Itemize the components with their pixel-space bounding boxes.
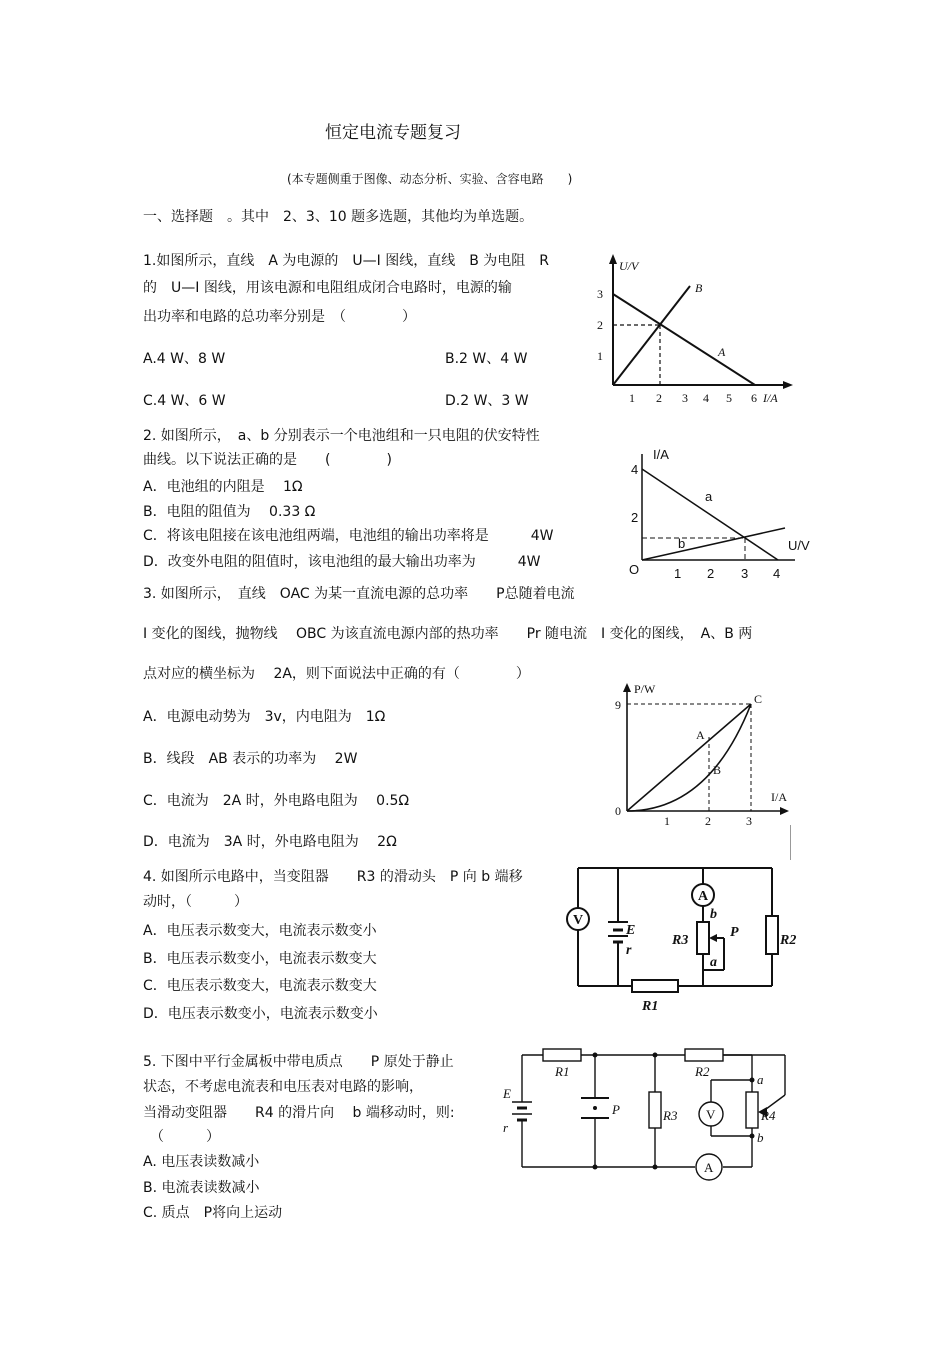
q2-ytick: 2: [631, 510, 639, 525]
q4-text-line2: 动时，（ ）: [143, 894, 248, 910]
q1-ylabel: U/V: [619, 259, 639, 273]
q4-text-line1: 4. 如图所示电路中，当变阻器 R3 的滑动头 P 向 b 端移: [143, 869, 523, 885]
q1-line-b-label: B: [695, 281, 703, 295]
q2-xtick: 4: [773, 566, 781, 581]
q4-ammeter-label: A: [698, 889, 709, 904]
q5-r3-label: R3: [663, 1108, 678, 1123]
q2-line-a-label: a: [705, 489, 713, 504]
q2-ylabel: I/A: [653, 447, 669, 462]
q1-xtick: 4: [703, 391, 709, 405]
q2-option-b: B．电阻的阻值为 0.33 Ω: [143, 504, 316, 520]
q3-pi-graph: [605, 675, 810, 860]
q3-xtick: 1: [664, 814, 670, 828]
q4-b-label: b: [710, 907, 717, 922]
q4-option-a: A．电压表示数变大，电流表示数变小: [143, 923, 377, 939]
q1-line-a-label: A: [718, 345, 726, 359]
q4-option-c: C．电压表示数变大，电流表示数变大: [143, 978, 377, 994]
q4-option-b: B．电压表示数变小，电流表示数变大: [143, 951, 377, 967]
q4-emf-label: E: [626, 923, 636, 938]
q3-ytick: 9: [615, 698, 621, 712]
q5-text-line2: 状态，不考虑电流表和电压表对电路的影响，: [143, 1079, 423, 1095]
q2-origin: O: [629, 562, 640, 577]
q4-r1-label: R1: [642, 999, 659, 1014]
q1-text-line3: 出功率和电路的总功率分别是 （ ）: [143, 309, 416, 325]
q3-xtick: 3: [746, 814, 752, 828]
q1-ytick: 1: [597, 349, 603, 363]
q4-option-d: D．电压表示数变小，电流表示数变小: [143, 1006, 378, 1022]
q5-emf-label: E: [503, 1086, 511, 1101]
q4-a-label: a: [710, 955, 717, 970]
q5-r2-label: R2: [695, 1064, 710, 1079]
q5-internal-r-label: r: [503, 1120, 509, 1135]
q2-ytick: 4: [631, 462, 639, 477]
q1-option-b: B.2 W、4 W: [445, 351, 528, 367]
q3-text-line1: 3. 如图所示， 直线 OAC 为某一直流电源的总功率 P总随着电流: [143, 586, 575, 602]
q2-text-line1: 2. 如图所示， a、b 分别表示一个电池组和一只电阻的伏安特性: [143, 428, 540, 444]
q3-option-b: B．线段 AB 表示的功率为 2W: [143, 751, 358, 767]
page-subtitle: (本专题侧重于图像、动态分析、实验、含容电路 ): [287, 172, 573, 186]
q5-particle-label: P: [612, 1102, 620, 1117]
q4-r3-label: R3: [672, 933, 689, 948]
q3-option-c: C．电流为 2A 时，外电路电阻为 0.5Ω: [143, 793, 410, 809]
q3-option-a: A．电源电动势为 3v，内电阻为 1Ω: [143, 709, 386, 725]
q5-circuit-diagram: [495, 1040, 805, 1190]
q3-point-a: A: [696, 728, 705, 742]
q5-text-line4: （ ）: [150, 1129, 220, 1145]
q3-text-line2: I 变化的图线，抛物线 OBC 为该直流电源内部的热功率 Pr 随电流 I 变化的图线， A、B 两: [143, 626, 753, 642]
q1-ui-graph: [585, 250, 800, 410]
q1-xtick: 6: [751, 391, 757, 405]
section-heading: 一、选择题 。其中 2、3、10 题多选题，其他均为单选题。: [143, 209, 534, 225]
q4-r2-label: R2: [780, 933, 797, 948]
page-title: 恒定电流专题复习: [325, 123, 461, 143]
q5-text-line3: 当滑动变阻器 R4 的滑片向 b 端移动时，则:: [143, 1105, 455, 1121]
q5-r4-label: R4: [761, 1108, 776, 1123]
q1-xtick: 3: [682, 391, 688, 405]
q2-iu-graph: [620, 442, 825, 582]
q1-xtick: 1: [629, 391, 635, 405]
q3-xlabel: I/A: [771, 790, 787, 804]
q1-xlabel: I/A: [763, 391, 778, 405]
q4-circuit-diagram: [560, 860, 805, 1020]
q2-xlabel: U/V: [788, 538, 810, 553]
q3-ylabel: P/W: [634, 682, 656, 696]
q5-ammeter-label: A: [704, 1160, 714, 1175]
q1-ytick: 2: [597, 318, 603, 332]
q2-option-c: C．将该电阻接在该电池组两端，电池组的输出功率将是 4W: [143, 528, 554, 544]
q4-p-label: P: [730, 925, 739, 940]
q3-text-line3: 点对应的横坐标为 2A，则下面说法中正确的有（ ）: [143, 666, 530, 682]
q5-a-label: a: [757, 1072, 764, 1087]
q1-xtick: 5: [726, 391, 732, 405]
q1-text-line2: 的 U—I 图线，用该电源和电阻组成闭合电路时，电源的输: [143, 280, 512, 296]
q3-point-b: B: [713, 763, 722, 777]
q4-voltmeter-label: V: [573, 913, 584, 928]
q1-xtick: 2: [656, 391, 662, 405]
q2-xtick: 1: [674, 566, 682, 581]
q5-option-c: C. 质点 P将向上运动: [143, 1205, 283, 1221]
q1-option-d: D.2 W、3 W: [445, 393, 529, 409]
q1-option-a: A.4 W、8 W: [143, 351, 226, 367]
q2-line-b-label: b: [678, 536, 686, 551]
q5-voltmeter-label: V: [706, 1107, 716, 1122]
q5-option-b: B. 电流表读数减小: [143, 1180, 260, 1196]
scan-edge-line: [790, 825, 791, 860]
q1-ytick: 3: [597, 287, 603, 301]
q5-option-a: A. 电压表读数减小: [143, 1154, 260, 1170]
q5-text-line1: 5. 下图中平行金属板中带电质点 P 原处于静止: [143, 1054, 454, 1070]
q1-text-line1: 1.如图所示，直线 A 为电源的 U—I 图线，直线 B 为电阻 R: [143, 253, 549, 269]
q2-option-a: A．电池组的内阻是 1Ω: [143, 479, 303, 495]
q3-option-d: D．电流为 3A 时，外电路电阻为 2Ω: [143, 834, 397, 850]
q2-xtick: 3: [741, 566, 749, 581]
q2-option-d: D．改变外电阻的阻值时，该电池组的最大输出功率为 4W: [143, 554, 541, 570]
q3-origin: 0: [615, 804, 621, 818]
q3-point-c: C: [754, 692, 763, 706]
q3-xtick: 2: [705, 814, 711, 828]
q5-b-label: b: [757, 1130, 764, 1145]
q2-xtick: 2: [707, 566, 715, 581]
q4-internal-r-label: r: [626, 943, 632, 958]
q1-option-c: C.4 W、6 W: [143, 393, 226, 409]
q5-r1-label: R1: [555, 1064, 570, 1079]
q2-text-line2: 曲线。以下说法正确的是 ( ): [143, 452, 392, 468]
